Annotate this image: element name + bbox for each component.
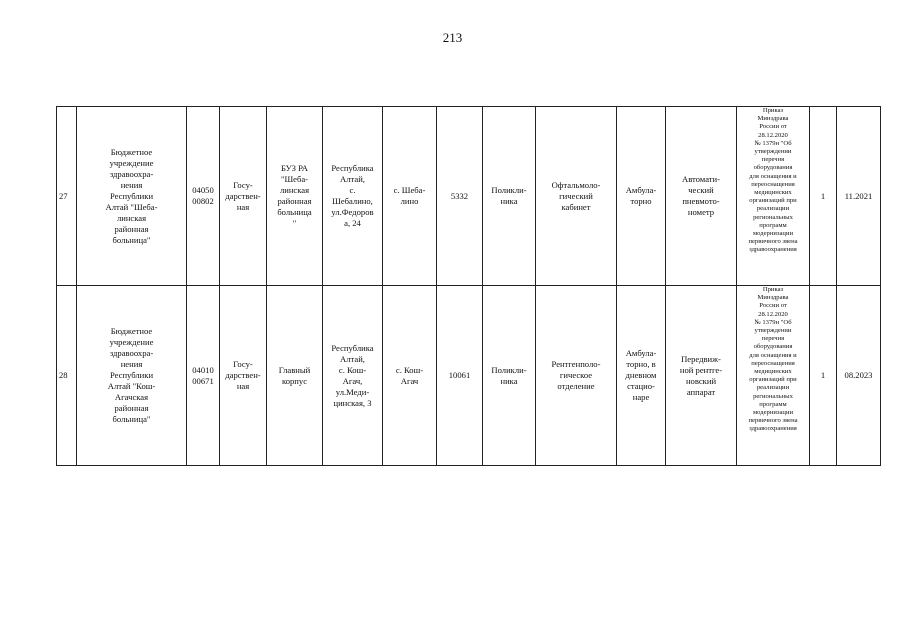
equipment-table (56, 106, 881, 466)
care-form-cell: Амбула- торно, в дневном стацио- наре (617, 286, 666, 466)
department-cell: Офтальмоло- гический кабинет (536, 107, 617, 286)
care-form-cell: Амбула- торно (617, 107, 666, 286)
short-name-cell: БУЗ РА "Шеба- линская районная больница " (267, 107, 323, 286)
code-cell: 04010 00671 (187, 286, 220, 466)
locality-cell: с. Кош- Агач (383, 286, 437, 466)
code-cell: 04050 00802 (187, 107, 220, 286)
date-cell: 11.2021 (837, 107, 881, 286)
locality-code-cell: 5332 (437, 107, 483, 286)
locality-cell: с. Шеба- лино (383, 107, 437, 286)
organization-cell: Бюджетное учреждение здравоохра- нения Республики Алтай "Кош- Агачская районная больница" (77, 286, 187, 466)
quantity-cell: 1 (810, 107, 837, 286)
locality-code-cell: 10061 (437, 286, 483, 466)
ownership-cell: Госу- дарствен- ная (220, 107, 267, 286)
short-name-cell: Главный корпус (267, 286, 323, 466)
quantity-cell: 1 (810, 286, 837, 466)
order-cell: Приказ Минздрава России от 28.12.2020 № 1379н "Об утверждении перечня оборудования для оснащения и переоснащения медицинских организаций при реализации региональных программ модернизации первичного звена здравоохранения (737, 286, 810, 466)
address-cell: Республика Алтай, с. Шебалино, ул.Федоров а, 24 (323, 107, 383, 286)
page-number: 213 (442, 30, 463, 45)
department-cell: Рентгенполо- гическое отделение (536, 286, 617, 466)
equipment-cell: Автомати- ческий пневмото- нометр (666, 107, 737, 286)
date-cell: 08.2023 (837, 286, 881, 466)
facility-type-cell: Поликли- ника (483, 286, 536, 466)
ownership-cell: Госу- дарствен- ная (220, 286, 267, 466)
facility-type-cell: Поликли- ника (483, 107, 536, 286)
table-row (57, 286, 881, 466)
order-cell: Приказ Минздрава России от 28.12.2020 № 1379н "Об утверждении перечня оборудования для оснащения и переоснащения медицинских организаций при реализации региональных программ модернизации первичного звена здравоохранения (737, 107, 810, 286)
organization-cell: Бюджетное учреждение здравоохра- нения Республики Алтай "Шеба- линская районная больница" (77, 107, 187, 286)
address-cell: Республика Алтай, с. Кош- Агач, ул.Меди- цинская, 3 (323, 286, 383, 466)
table-row (57, 107, 881, 286)
row-number-cell: 27 (57, 107, 77, 286)
equipment-cell: Передвиж- ной рентге- новский аппарат (666, 286, 737, 466)
row-number-cell: 28 (57, 286, 77, 466)
